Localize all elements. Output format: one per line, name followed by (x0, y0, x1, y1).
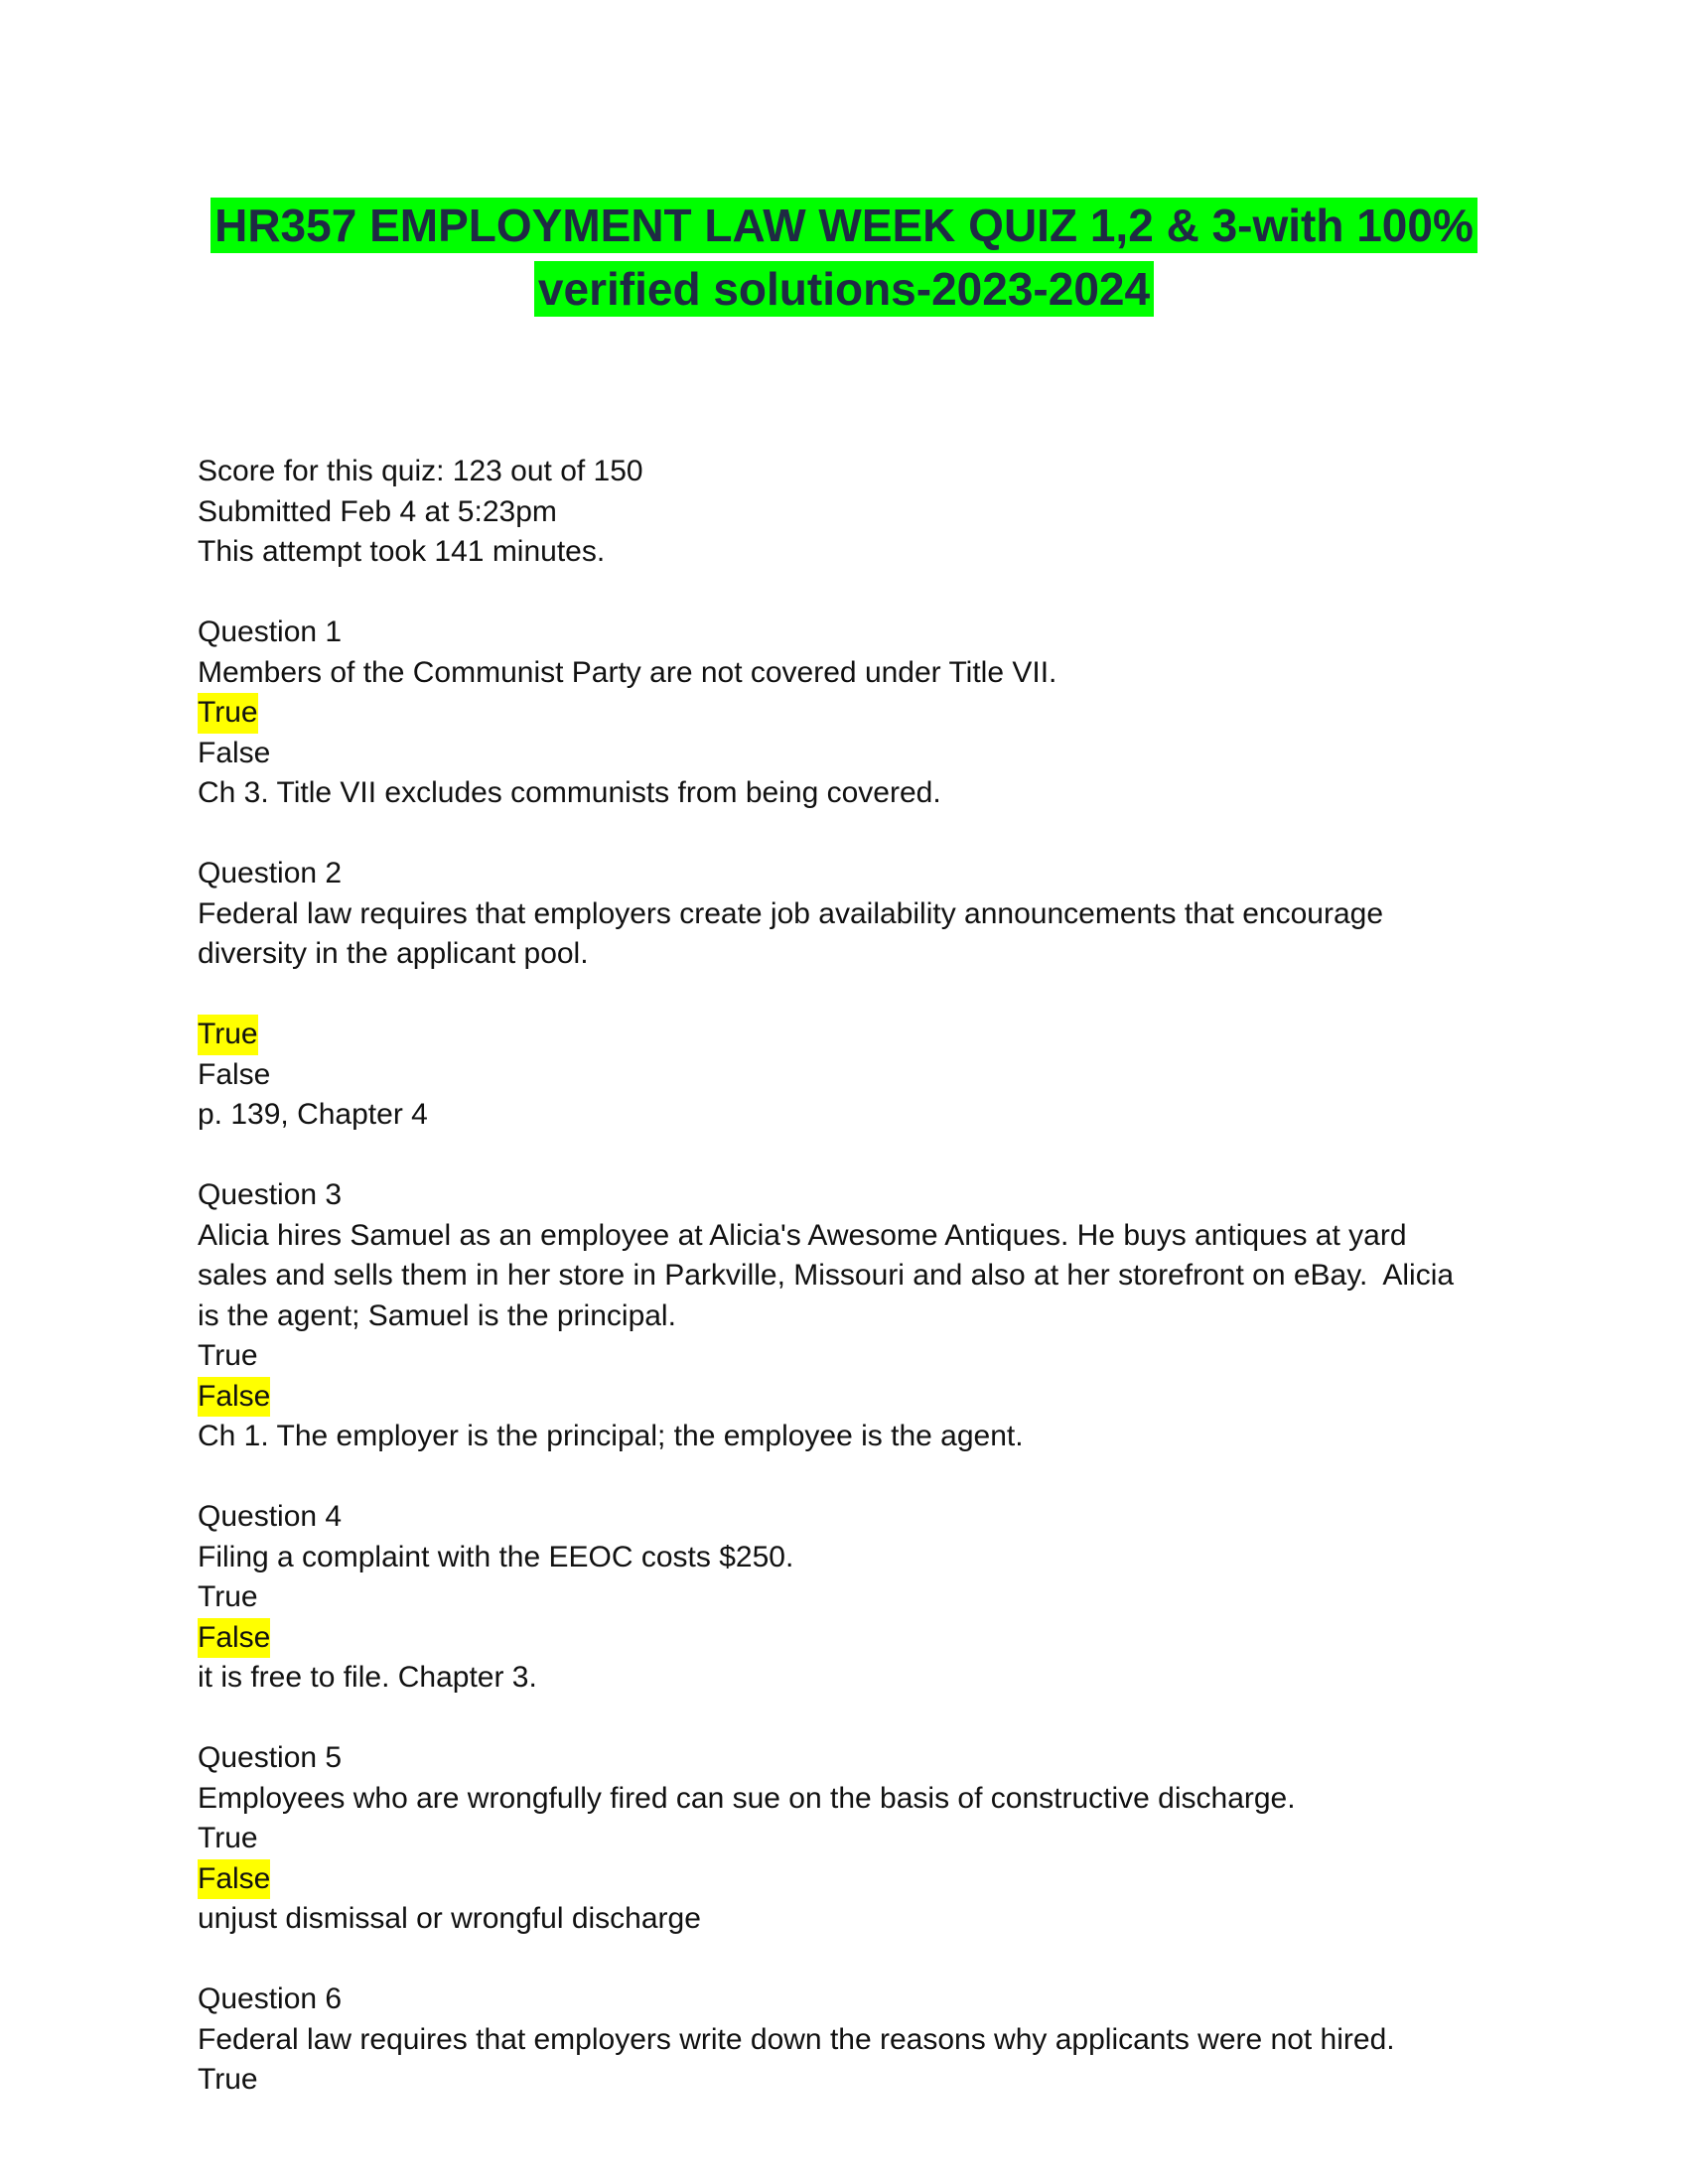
option-false (198, 1377, 1488, 1418)
question-text: Alicia hires Samuel as an employee at Alicia's Awesome Antiques. He buys antiques at yard (198, 1218, 1407, 1252)
document-title (149, 194, 1539, 321)
question-text: diversity in the applicant pool. (198, 937, 589, 970)
title-line-2: verified solutions-2023-2024 (534, 261, 1154, 317)
highlighted-answer: False (198, 1859, 270, 1900)
question-text: Filing a complaint with the EEOC costs $250. (198, 1540, 794, 1573)
option-true: True (198, 2063, 258, 2096)
option-true: True (198, 1580, 258, 1613)
question-block-6 (198, 1979, 1488, 2101)
question-block-2 (198, 854, 1488, 1136)
highlighted-answer: True (198, 1015, 258, 1055)
option-false (198, 1859, 1488, 1900)
question-heading: Question 6 (198, 1982, 343, 2015)
spacer (198, 1136, 1488, 1176)
spacer (198, 573, 1488, 614)
answer-note: p. 139, Chapter 4 (198, 1098, 428, 1131)
question-heading: Question 1 (198, 615, 343, 648)
question-heading: Question 3 (198, 1178, 343, 1211)
quiz-submitted: Submitted Feb 4 at 5:23pm (198, 494, 557, 528)
question-text: Federal law requires that employers create job availability announcements that encourage (198, 896, 1384, 930)
answer-note: it is free to file. Chapter 3. (198, 1661, 537, 1694)
title-line-1: HR357 EMPLOYMENT LAW WEEK QUIZ 1,2 & 3-with 100% (211, 198, 1477, 253)
answer-note: Ch 1. The employer is the principal; the employee is the agent. (198, 1420, 1024, 1452)
quiz-score: Score for this quiz: 123 out of 150 (198, 455, 643, 487)
option-false: False (198, 736, 271, 769)
highlighted-answer: True (198, 693, 258, 734)
spacer (198, 1940, 1488, 1980)
option-true (198, 1015, 1488, 1055)
highlighted-answer: False (198, 1377, 270, 1418)
question-heading: Question 4 (198, 1500, 343, 1533)
spacer (198, 814, 1488, 855)
highlighted-answer: False (198, 1618, 270, 1659)
question-block-3 (198, 1175, 1488, 1457)
spacer (198, 975, 1488, 1016)
question-text: is the agent; Samuel is the principal. (198, 1298, 676, 1332)
quiz-content (198, 452, 1488, 2101)
spacer (198, 1699, 1488, 1739)
answer-note: unjust dismissal or wrongful discharge (198, 1902, 701, 1935)
option-false (198, 1618, 1488, 1659)
question-text: Members of the Communist Party are not covered under Title VII. (198, 655, 1057, 689)
question-block-4 (198, 1497, 1488, 1699)
option-false: False (198, 1057, 271, 1091)
question-text: Employees who are wrongfully fired can sue on the basis of constructive discharge. (198, 1781, 1296, 1815)
quiz-duration: This attempt took 141 minutes. (198, 535, 606, 568)
option-true: True (198, 1339, 258, 1372)
question-block-5 (198, 1738, 1488, 1940)
option-true: True (198, 1822, 258, 1854)
spacer (198, 1457, 1488, 1498)
answer-note: Ch 3. Title VII excludes communists from being covered. (198, 776, 941, 809)
option-true (198, 693, 1488, 734)
question-block-1 (198, 613, 1488, 814)
question-text: sales and sells them in her store in Parkville, Missouri and also at her storefront on eBay. Alicia (198, 1259, 1455, 1292)
question-heading: Question 2 (198, 857, 343, 889)
question-heading: Question 5 (198, 1741, 343, 1774)
question-text: Federal law requires that employers write down the reasons why applicants were not hired. (198, 2022, 1395, 2056)
